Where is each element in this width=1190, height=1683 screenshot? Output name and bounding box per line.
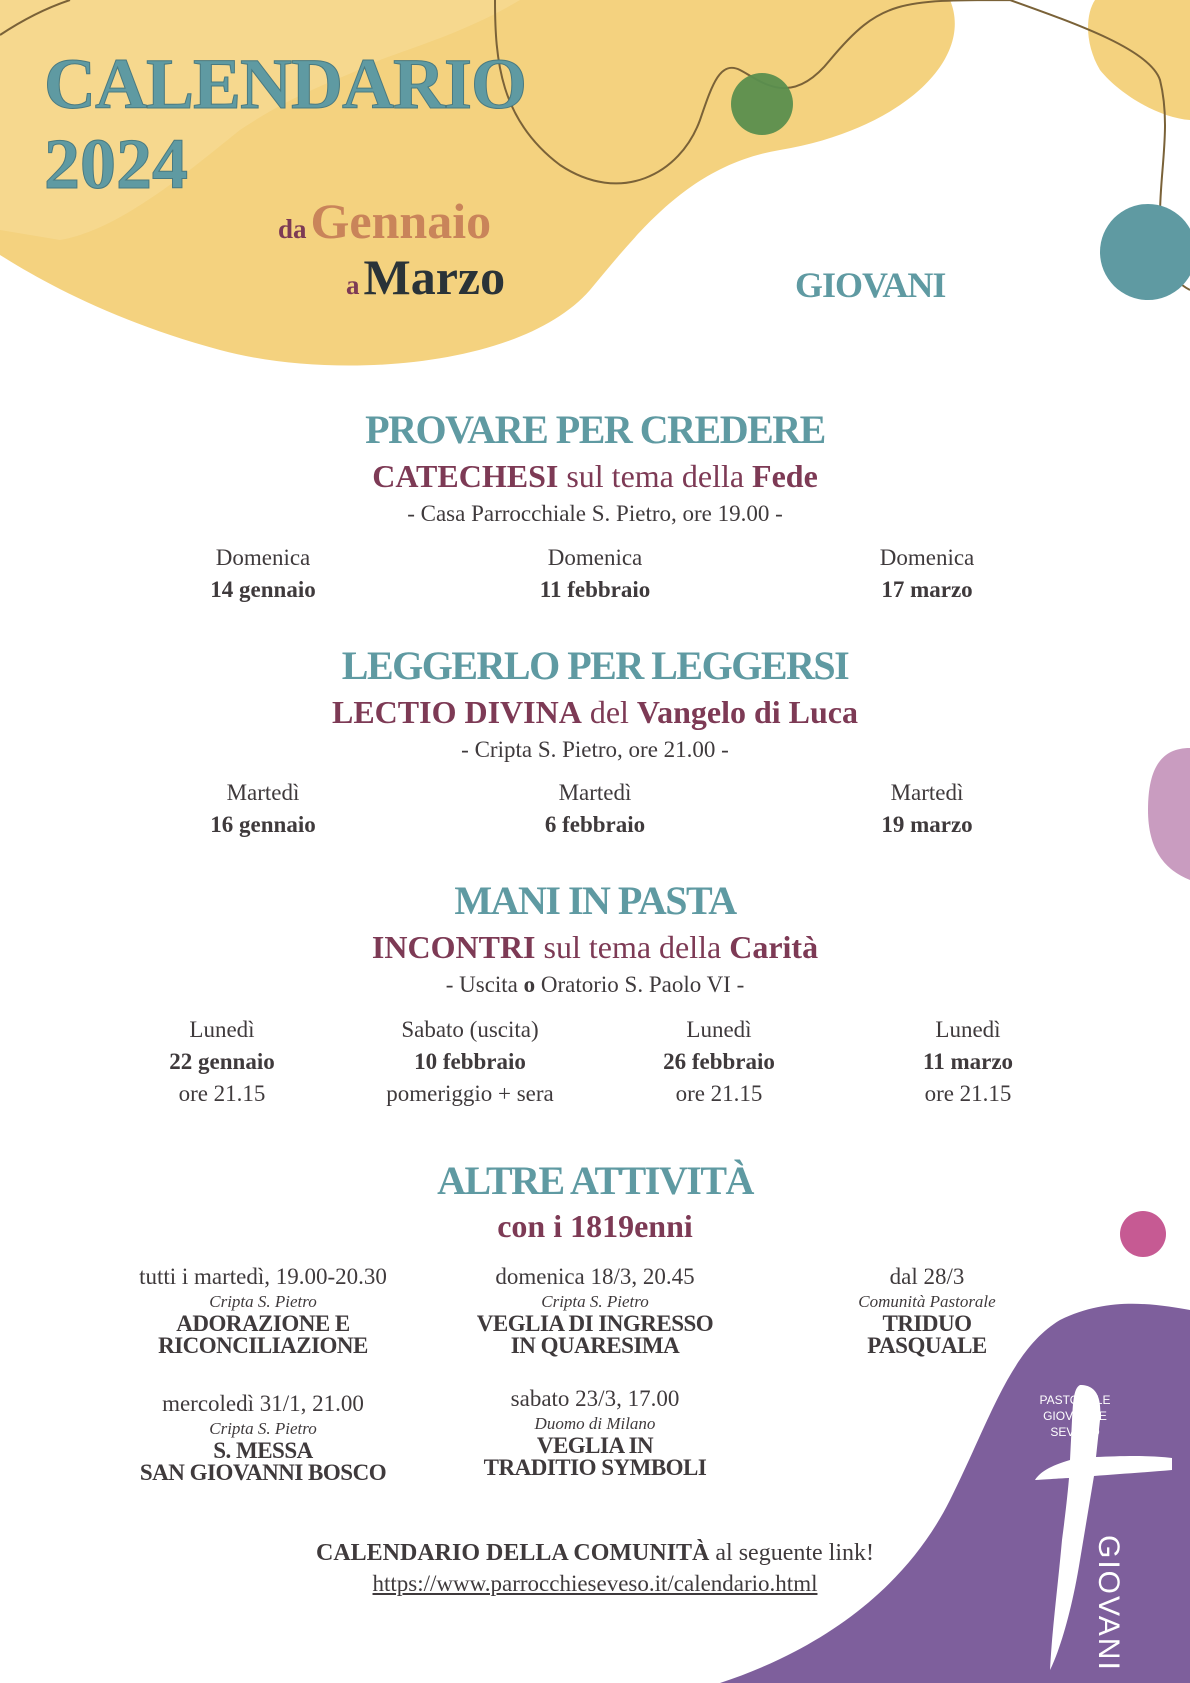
date-day: Lunedì	[686, 1017, 752, 1042]
activity-what: VEGLIA DI INGRESSO	[476, 1311, 714, 1336]
activity-what: IN QUARESIMA	[510, 1333, 680, 1358]
section-subtitle	[0, 460, 1190, 492]
date-time: ore 21.15	[675, 1081, 763, 1106]
subtitle-bold: CATECHESI	[372, 458, 559, 494]
subtitle-mid: sul tema della	[558, 458, 753, 494]
date-value: 6 febbraio	[544, 812, 646, 837]
section-title: MANI IN PASTA	[454, 878, 736, 923]
date-range-to	[346, 249, 506, 305]
date-cell	[838, 1014, 1098, 1110]
footer-bold: CALENDARIO DELLA COMUNITÀ	[316, 1540, 710, 1566]
section-location: - Cripta S. Pietro, ore 21.00 -	[461, 737, 729, 762]
footer-link-row	[0, 1571, 1190, 1597]
activity-what: S. MESSA	[213, 1438, 313, 1463]
activity-what: VEGLIA IN	[536, 1433, 654, 1458]
activity-when: mercoledì 31/1, 21.00	[162, 1391, 364, 1416]
location-bold: o	[523, 972, 536, 997]
subtitle-mid: sul tema della	[535, 929, 730, 965]
lilac-blob	[1148, 748, 1190, 880]
activity-when: domenica 18/3, 20.45	[495, 1264, 695, 1289]
subtitle-bold: INCONTRI	[371, 929, 536, 965]
activity-when: sabato 23/3, 17.00	[510, 1386, 680, 1411]
activity-where: Cripta S. Pietro	[209, 1419, 317, 1438]
activity-item	[108, 1390, 418, 1484]
activity-item	[440, 1263, 750, 1357]
date-value: 10 febbraio	[414, 1049, 526, 1074]
activity-item	[108, 1263, 418, 1357]
date-day: Martedì	[890, 780, 964, 805]
date-value: 11 febbraio	[539, 577, 651, 602]
date-day: Domenica	[547, 545, 643, 570]
audience-label: GIOVANI	[795, 265, 946, 305]
date-day: Domenica	[879, 545, 975, 570]
teal-circle	[1100, 204, 1190, 300]
section-location: - Casa Parrocchiale S. Pietro, ore 19.00 -	[407, 501, 783, 526]
date-day: Martedì	[558, 780, 632, 805]
from-prefix: da	[278, 214, 307, 244]
subtitle-bold: Carità	[729, 929, 819, 965]
to-prefix: a	[346, 270, 360, 300]
date-value: 14 gennaio	[210, 577, 316, 602]
date-cell	[589, 1014, 849, 1110]
section-subtitle	[0, 696, 1190, 728]
activity-item	[440, 1385, 750, 1479]
date-cell	[797, 542, 1057, 606]
subtitle-bold: Fede	[752, 458, 818, 494]
date-cell	[797, 777, 1057, 841]
date-range-from	[278, 193, 492, 249]
section-title: LEGGERLO PER LEGGERSI	[341, 643, 849, 688]
date-cell	[465, 777, 725, 841]
date-value: 19 marzo	[881, 812, 973, 837]
date-value: 16 gennaio	[210, 812, 316, 837]
calendar-title: CALENDARIO	[44, 44, 527, 124]
date-time: ore 21.15	[178, 1081, 266, 1106]
subtitle-mid: del	[581, 694, 637, 730]
date-value: 26 febbraio	[663, 1049, 775, 1074]
activity-when: tutti i martedì, 19.00-20.30	[139, 1264, 387, 1289]
section-location	[0, 973, 1190, 996]
calendar-year: 2024	[44, 124, 188, 204]
yellow-blob-right	[1088, 0, 1190, 120]
activity-what: TRADITIO SYMBOLI	[483, 1455, 707, 1480]
date-cell	[465, 542, 725, 606]
activity-item	[772, 1263, 1082, 1357]
section-subtitle	[0, 931, 1190, 963]
date-day: Sabato (uscita)	[401, 1017, 539, 1042]
logo-line: PASTORALE	[1039, 1393, 1111, 1407]
subtitle-bold: LECTIO DIVINA	[331, 694, 582, 730]
activity-what: SAN GIOVANNI BOSCO	[139, 1460, 387, 1485]
from-month: Gennaio	[310, 193, 492, 249]
location-pre: - Uscita	[445, 972, 524, 997]
footer-text	[0, 1540, 1190, 1567]
activity-where: Comunità Pastorale	[858, 1292, 996, 1311]
subtitle-bold: Vangelo di Luca	[636, 694, 858, 730]
logo-text	[1030, 1392, 1120, 1440]
location-post: Oratorio S. Paolo VI -	[535, 972, 745, 997]
logo-line: GIOVANILE	[1043, 1409, 1107, 1423]
activity-what: ADORAZIONE E	[176, 1311, 350, 1336]
green-circle	[731, 73, 793, 135]
calendar-link[interactable]: https://www.parrocchieseveso.it/calendario.html	[372, 1571, 818, 1596]
date-day: Domenica	[215, 545, 311, 570]
date-cell	[92, 1014, 352, 1110]
activity-where: Cripta S. Pietro	[209, 1292, 317, 1311]
activity-where: Duomo di Milano	[534, 1414, 656, 1433]
other-title: ALTRE ATTIVITÀ	[437, 1158, 753, 1203]
date-cell	[133, 542, 393, 606]
activity-where: Cripta S. Pietro	[541, 1292, 649, 1311]
date-cell	[133, 777, 393, 841]
logo-vertical-text: GIOVANI	[1092, 1535, 1125, 1672]
date-time: pomeriggio + sera	[386, 1081, 554, 1106]
activity-when: dal 28/3	[889, 1264, 965, 1289]
activity-what: TRIDUO	[882, 1311, 972, 1336]
date-value: 22 gennaio	[169, 1049, 275, 1074]
footer-rest: al seguente link!	[709, 1540, 874, 1566]
date-day: Martedì	[226, 780, 300, 805]
logo-line: SEVESO	[1050, 1425, 1100, 1439]
activity-what: PASQUALE	[867, 1333, 987, 1358]
date-value: 11 marzo	[922, 1049, 1014, 1074]
date-cell	[340, 1014, 600, 1110]
date-day: Lunedì	[935, 1017, 1001, 1042]
date-time: ore 21.15	[924, 1081, 1012, 1106]
other-subtitle: con i 1819enni	[497, 1208, 693, 1244]
activity-what: RICONCILIAZIONE	[158, 1333, 368, 1358]
date-day: Lunedì	[189, 1017, 255, 1042]
to-month: Marzo	[363, 249, 506, 305]
section-title: PROVARE PER CREDERE	[365, 407, 825, 452]
date-value: 17 marzo	[881, 577, 973, 602]
